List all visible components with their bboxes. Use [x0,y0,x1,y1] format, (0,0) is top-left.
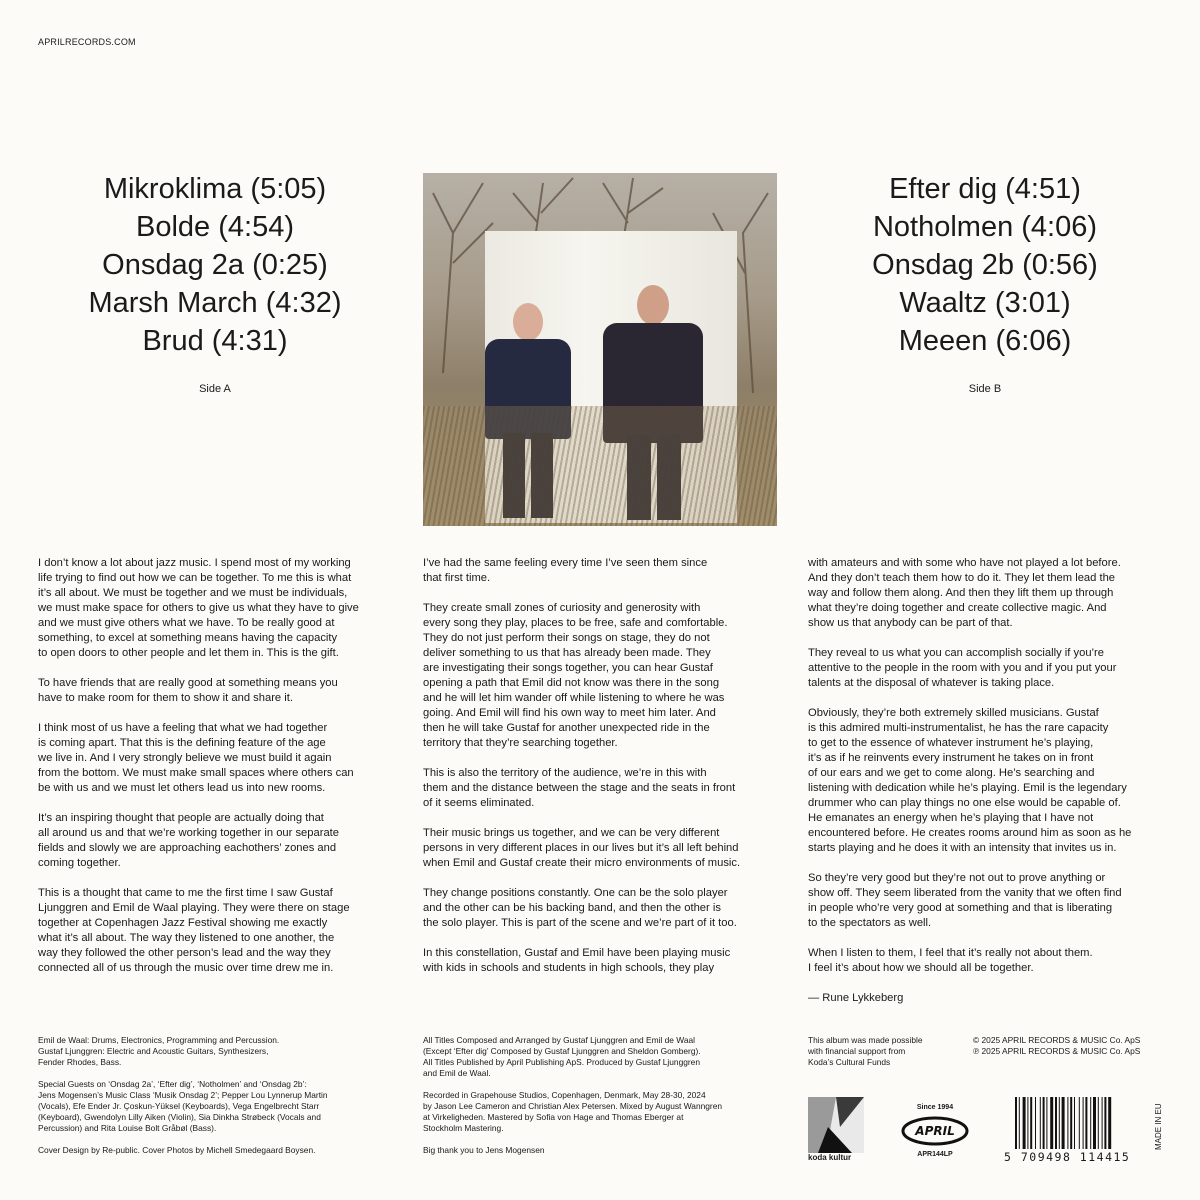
credit-paragraph: All Titles Composed and Arranged by Gustaf Ljunggren and Emil de Waal (Except ‘Efter dig’ Composed by Gustaf Ljunggren and Sheldon Gomberg). All Titles Published by April Publishing ApS. Produced by Gustaf Ljunggren and Emil de Waal. [423,1035,701,1078]
essay-paragraph: I’ve had the same feeling every time I’ve seen them since that first time. [423,557,708,584]
essay-paragraph: I don’t know a lot about jazz music. I spend most of my working life trying to find out how we can be together. To me this is what it’s all about. We must be together and we must be individuals, we must make space for others to give us what they have to give and we must give others what we have. To be really good at something, to excel at something means having the capacity to open doors to other people and let them in. This is the gift. [38,557,359,659]
essay-paragraph: They change positions constantly. One can be the solo player and the other can be his backing band, and then the other is the solo player. This is part of the scene and we’re part of it too. [423,887,737,929]
essay-paragraph: They create small zones of curiosity and generosity with every song they play, places to be free, safe and comfortable. They do not just perform their songs on stage, they do not deliver something to us that has already been made. They are investigating their songs together, you can hear Gustaf opening a path that Emil did not know was there in the song and he will let him wander off while listening to where he was going. And Emil will find his own way to meet him later. And then he will take Gustaf for another unexpected ride in the territory that they’re searching together. [423,602,728,749]
essay-paragraph: This is a thought that came to me the first time I saw Gustaf Ljunggren and Emil de Waal playing. They were there on stage together at Copenhagen Jazz Festival showing me exactly what it’s all about. The way they listened to one another, the way they followed the other person’s lead and the way they connected all of us through the music over time drew me in. [38,887,350,974]
koda-kultur-logo [808,1097,864,1157]
tracklist-side-b [800,170,1170,360]
grass-foreground [423,406,777,526]
barcode-digits: 5 709498 114415 [1004,1150,1131,1164]
track-title: Waaltz (3:01) [899,287,1071,319]
copyright-text: © 2025 APRIL RECORDS & MUSIC Co. ApS ℗ 2025 APRIL RECORDS & MUSIC Co. ApS [973,1035,1141,1056]
cover-photo [423,173,777,526]
track-title: Meeen (6:06) [898,325,1072,357]
essay-paragraph: Their music brings us together, and we can be very different persons in very different places in our lives but it’s all left behind when Emil and Gustaf create their micro environments of music. [423,827,741,869]
essay-paragraph: They reveal to us what you can accomplish socially if you’re attentive to the people in the room with you and if you put your talents at the disposal of whatever is taking place. [808,647,1117,689]
credit-paragraph: Emil de Waal: Drums, Electronics, Programming and Percussion. Gustaf Ljunggren: Electric and Acoustic Guitars, Synthesizers, Fender Rhodes, Bass. [38,1035,280,1067]
track-title: Marsh March (4:32) [88,287,342,319]
essay-paragraph: To have friends that are really good at something means you have to make room for them to show it and share it. [38,677,338,704]
credit-paragraph: Special Guests on ‘Onsdag 2a’, ‘Efter dig’, ‘Notholmen’ and ‘Onsdag 2b’: Jens Mogensen’s Music Class ‘Musik Onsdag 2’; Pepper Lou Lynnerup Martin (Vocals), Efe Ender Jr. Çoskun-Yüksel (Keyboards), Vega Engelbrecht Starr (Keyboard), Gwendolyn Lilly Aiken (Violin), Sia Dinkha Strøbeck (Vocals and Percussion) and Rita Louise Bolt Gråbøl (Bass). [38,1079,328,1133]
production-credits [423,1035,768,1167]
website-url: APRILRECORDS.COM [38,37,136,47]
essay-paragraph: I think most of us have a feeling that what we had together is coming apart. That this is the defining feature of the age we live in. And I very strongly believe we must build it again from the bottom. We must make small spaces where others can be with us and we must let others lead us into new rooms. [38,722,354,794]
tracklist-side-a [30,170,400,360]
musician-credits [38,1035,378,1167]
april-wordmark: APRIL [915,1124,955,1138]
track-title: Brud (4:31) [142,325,288,357]
credit-paragraph: Cover Design by Re-public. Cover Photos by Michell Smedegaard Boysen. [38,1145,316,1155]
track-title: Onsdag 2a (0:25) [102,249,328,281]
credit-paragraph: Big thank you to Jens Mogensen [423,1145,545,1155]
essay-column-2 [423,556,783,991]
credit-paragraph: Recorded in Grapehouse Studios, Copenhagen, Denmark, May 28-30, 2024 by Jason Lee Cameron and Christian Alex Petersen. Mixed by August Wanngren at Virkeligheden. Mastered by Sofia von Hage and Thomas Eberger at Stockholm Mastering. [423,1090,723,1133]
essay-signature: — Rune Lykkeberg [808,992,904,1004]
essay-paragraph: This is also the territory of the audience, we’re in this with them and the distance between the stage and the seats in front of it seems eliminated. [423,767,736,809]
essay-paragraph: It’s an inspiring thought that people are actually doing that all around us and that we’re working together in our separate fields and slowly we are approaching eachothers’ zones and coming together. [38,812,340,869]
track-title: Efter dig (4:51) [889,173,1081,205]
essay-paragraph: with amateurs and with some who have not played a lot before. And they don’t teach them how to do it. They let them lead the way and follow them along. And then they lift them up through what they’re doing together and create collective magic. And show us that anybody can be part of that. [808,557,1121,629]
track-title: Mikroklima (5:05) [103,173,327,205]
barcode [1015,1097,1137,1149]
track-title: Notholmen (4:06) [872,211,1098,243]
koda-kultur-wordmark: koda kultur [808,1153,852,1162]
essay-paragraph: In this constellation, Gustaf and Emil have been playing music with kids in schools and students in high schools, they play [423,947,731,974]
track-title: Bolde (4:54) [136,211,294,243]
since-text: Since 1994 [916,1104,954,1111]
essay-paragraph: When I listen to them, I feel that it’s really not about them. I feel it’s about how we should all be together. [808,947,1093,974]
essay-paragraph: So they’re very good but they’re not out to prove anything or show off. They seem liberated from the vanity that we often find in people who’re very good at something and that is liberating to the spectators as well. [808,872,1122,929]
essay-paragraph: Obviously, they’re both extremely skilled musicians. Gustaf is this admired multi-instrumentalist, he has the rare capacity to get to the essence of whatever instrument he’s playing, it’s as if he reinvents every instrument he takes on in front of our ears and we get to come along. He’s searching and listening with dedication while he’s playing. Emil is the legendary drummer who can play things no one else would be capable of. He emanates an energy when he’s playing that I have not encountered before. He creates rooms around him as soon as he starts playing and he does it with an intensity that invites us in. [808,707,1132,854]
funding-note [808,1035,948,1079]
funding-text: This album was made possible with financial support from Koda’s Cultural Funds [808,1035,923,1067]
made-in-label: MADE IN EU [1154,1103,1163,1150]
essay-column-3 [808,556,1168,1021]
copyright-notice [973,1035,1173,1068]
essay-column-1 [38,556,398,991]
side-b-label: Side B [968,383,1002,395]
track-title: Onsdag 2b (0:56) [872,249,1098,281]
catalog-number: APR144LP [917,1151,953,1158]
side-a-label: Side A [199,383,231,395]
